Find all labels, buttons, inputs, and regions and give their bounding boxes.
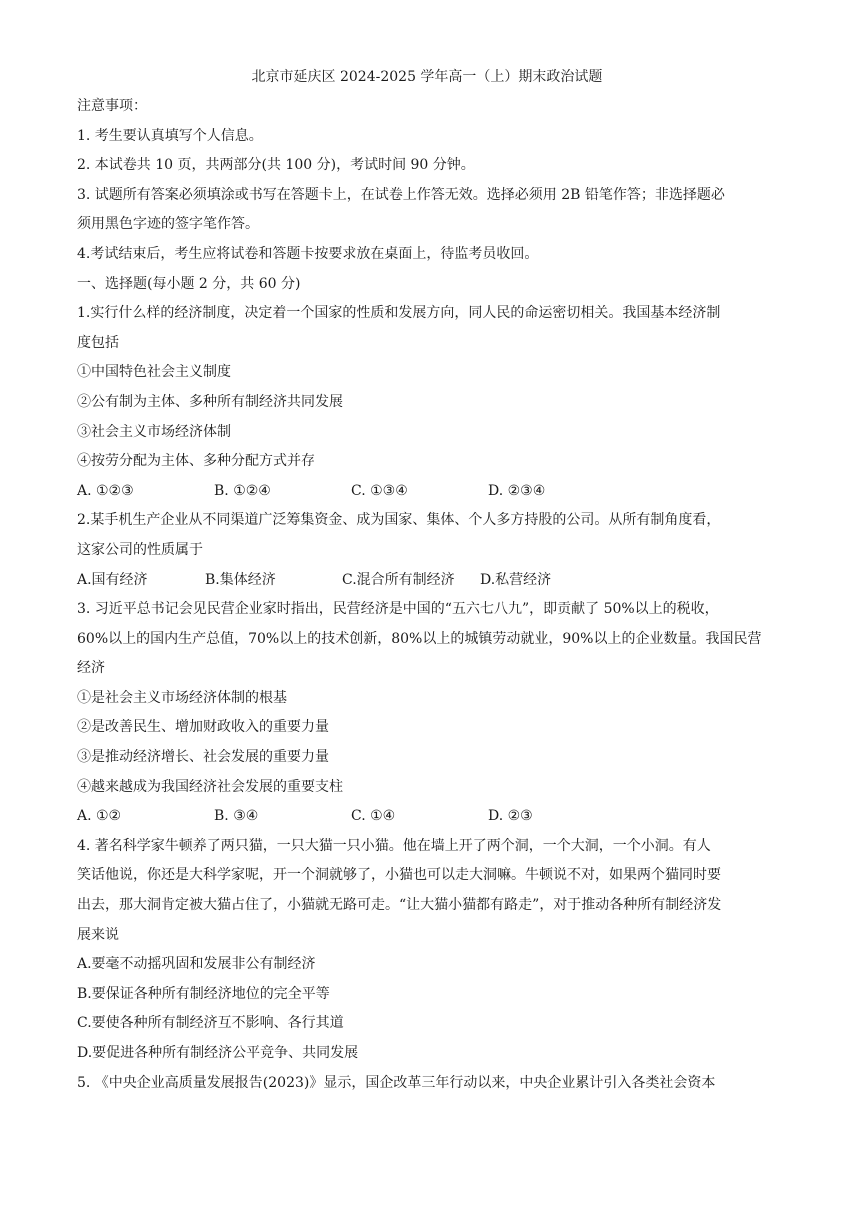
question-4 [77,832,777,1069]
option-a: A.国有经济 [77,571,148,588]
question-stem-line: 2.某手机生产企业从不同渠道广泛筹集资金、成为国家、集体、个人多方持股的公司。从所有制角度看， [77,512,721,529]
option-d: D.要促进各种所有制经济公平竞争、共同发展 [77,1045,359,1061]
page-title: 北京市延庆区 2024-2025 学年高一（上）期末政治试题 [251,69,603,85]
notice-item: 4.考试结束后，考生应将试卷和答题卡按要求放在桌面上，待监考员收回。 [77,245,539,262]
question-3 [77,595,777,832]
notice-item: 2. 本试卷共 10 页，共两部分(共 100 分)，考试时间 90 分钟。 [77,157,475,174]
notice-item: 3. 试题所有答案必须填涂或书写在答题卡上，在试卷上作答无效。选择必须用 2B 铅笔作答；非选择题必 [77,186,725,203]
question-stem-line: 4. 著名科学家牛顿养了两只猫，一只大猫一只小猫。他在墙上开了两个洞，一个大洞，一个小洞。有人 [77,837,711,854]
question-stem-line: 展来说 [77,926,119,943]
question-1 [77,299,777,506]
statement: ①是社会主义市场经济体制的根基 [77,689,287,706]
question-stem-line: 这家公司的性质属于 [77,541,203,558]
statement: ②是改善民生、增加财政收入的重要力量 [77,719,329,736]
option-a: A. ①② [77,808,122,825]
question-stem-line: 笑话他说，你还是大科学家呢，开一个洞就够了，小猫也可以走大洞嘛。牛顿说不对，如果两个猫同时要 [77,867,721,884]
option-b: B. ①②④ [214,482,271,499]
answer-options [77,566,777,596]
question-stem-line: 度包括 [77,334,119,351]
option-d: D.私营经济 [480,571,552,588]
question-stem-line: 出去，那大洞肯定被大猫占住了，小猫就无路可走。“让大猫小猫都有路走”，对于推动各种所有制经济发 [77,897,722,914]
option-c: C.混合所有制经济 [342,571,455,588]
exam-page [77,62,777,1098]
option-c: C. ①④ [351,808,396,825]
statement: ①中国特色社会主义制度 [77,364,231,381]
option-a: A.要毫不动摇巩固和发展非公有制经济 [77,956,316,973]
question-stem-line: 5. 《中央企业高质量发展报告(2023)》显示，国企改革三年行动以来，中央企业累计引入各类社会资本 [77,1074,716,1091]
question-5 [77,1069,777,1099]
question-stem-line: 60%以上的国内生产总值，70%以上的技术创新，80%以上的城镇劳动就业，90%以上的企业数量。我国民营 [77,630,762,647]
answer-options [77,477,777,507]
statement: ④越来越成为我国经济社会发展的重要支柱 [77,778,343,795]
option-b: B. ③④ [214,808,259,825]
notice-heading: 注意事项： [77,98,147,114]
statement: ④按劳分配为主体、多种分配方式并存 [77,453,315,470]
option-b: B.集体经济 [205,571,276,588]
statement: ③社会主义市场经济体制 [77,423,231,440]
option-c: C. ①③④ [351,482,408,499]
question-stem-line: 3. 习近平总书记会见民营企业家时指出，民营经济是中国的“五六七八九”，即贡献了 50%以上的税收， [77,601,719,618]
question-stem-line: 经济 [77,660,105,677]
option-a: A. ①②③ [77,482,134,499]
notice-item: 1. 考生要认真填写个人信息。 [77,127,263,144]
question-2 [77,506,777,595]
question-stem-line: 1.实行什么样的经济制度，决定着一个国家的性质和发展方向，同人民的命运密切相关。我国基本经济制 [77,305,721,322]
notice-item: 须用黑色字迹的签字笔作答。 [77,216,259,233]
answer-options [77,802,777,832]
option-b: B.要保证各种所有制经济地位的完全平等 [77,985,330,1002]
statement: ③是推动经济增长、社会发展的重要力量 [77,749,329,766]
section-heading: 一、选择题(每小题 2 分，共 60 分) [77,275,301,292]
option-d: D. ②③ [488,808,533,825]
option-d: D. ②③④ [488,482,546,499]
option-c: C.要使各种所有制经济互不影响、各行其道 [77,1015,344,1032]
statement: ②公有制为主体、多种所有制经济共同发展 [77,393,343,410]
